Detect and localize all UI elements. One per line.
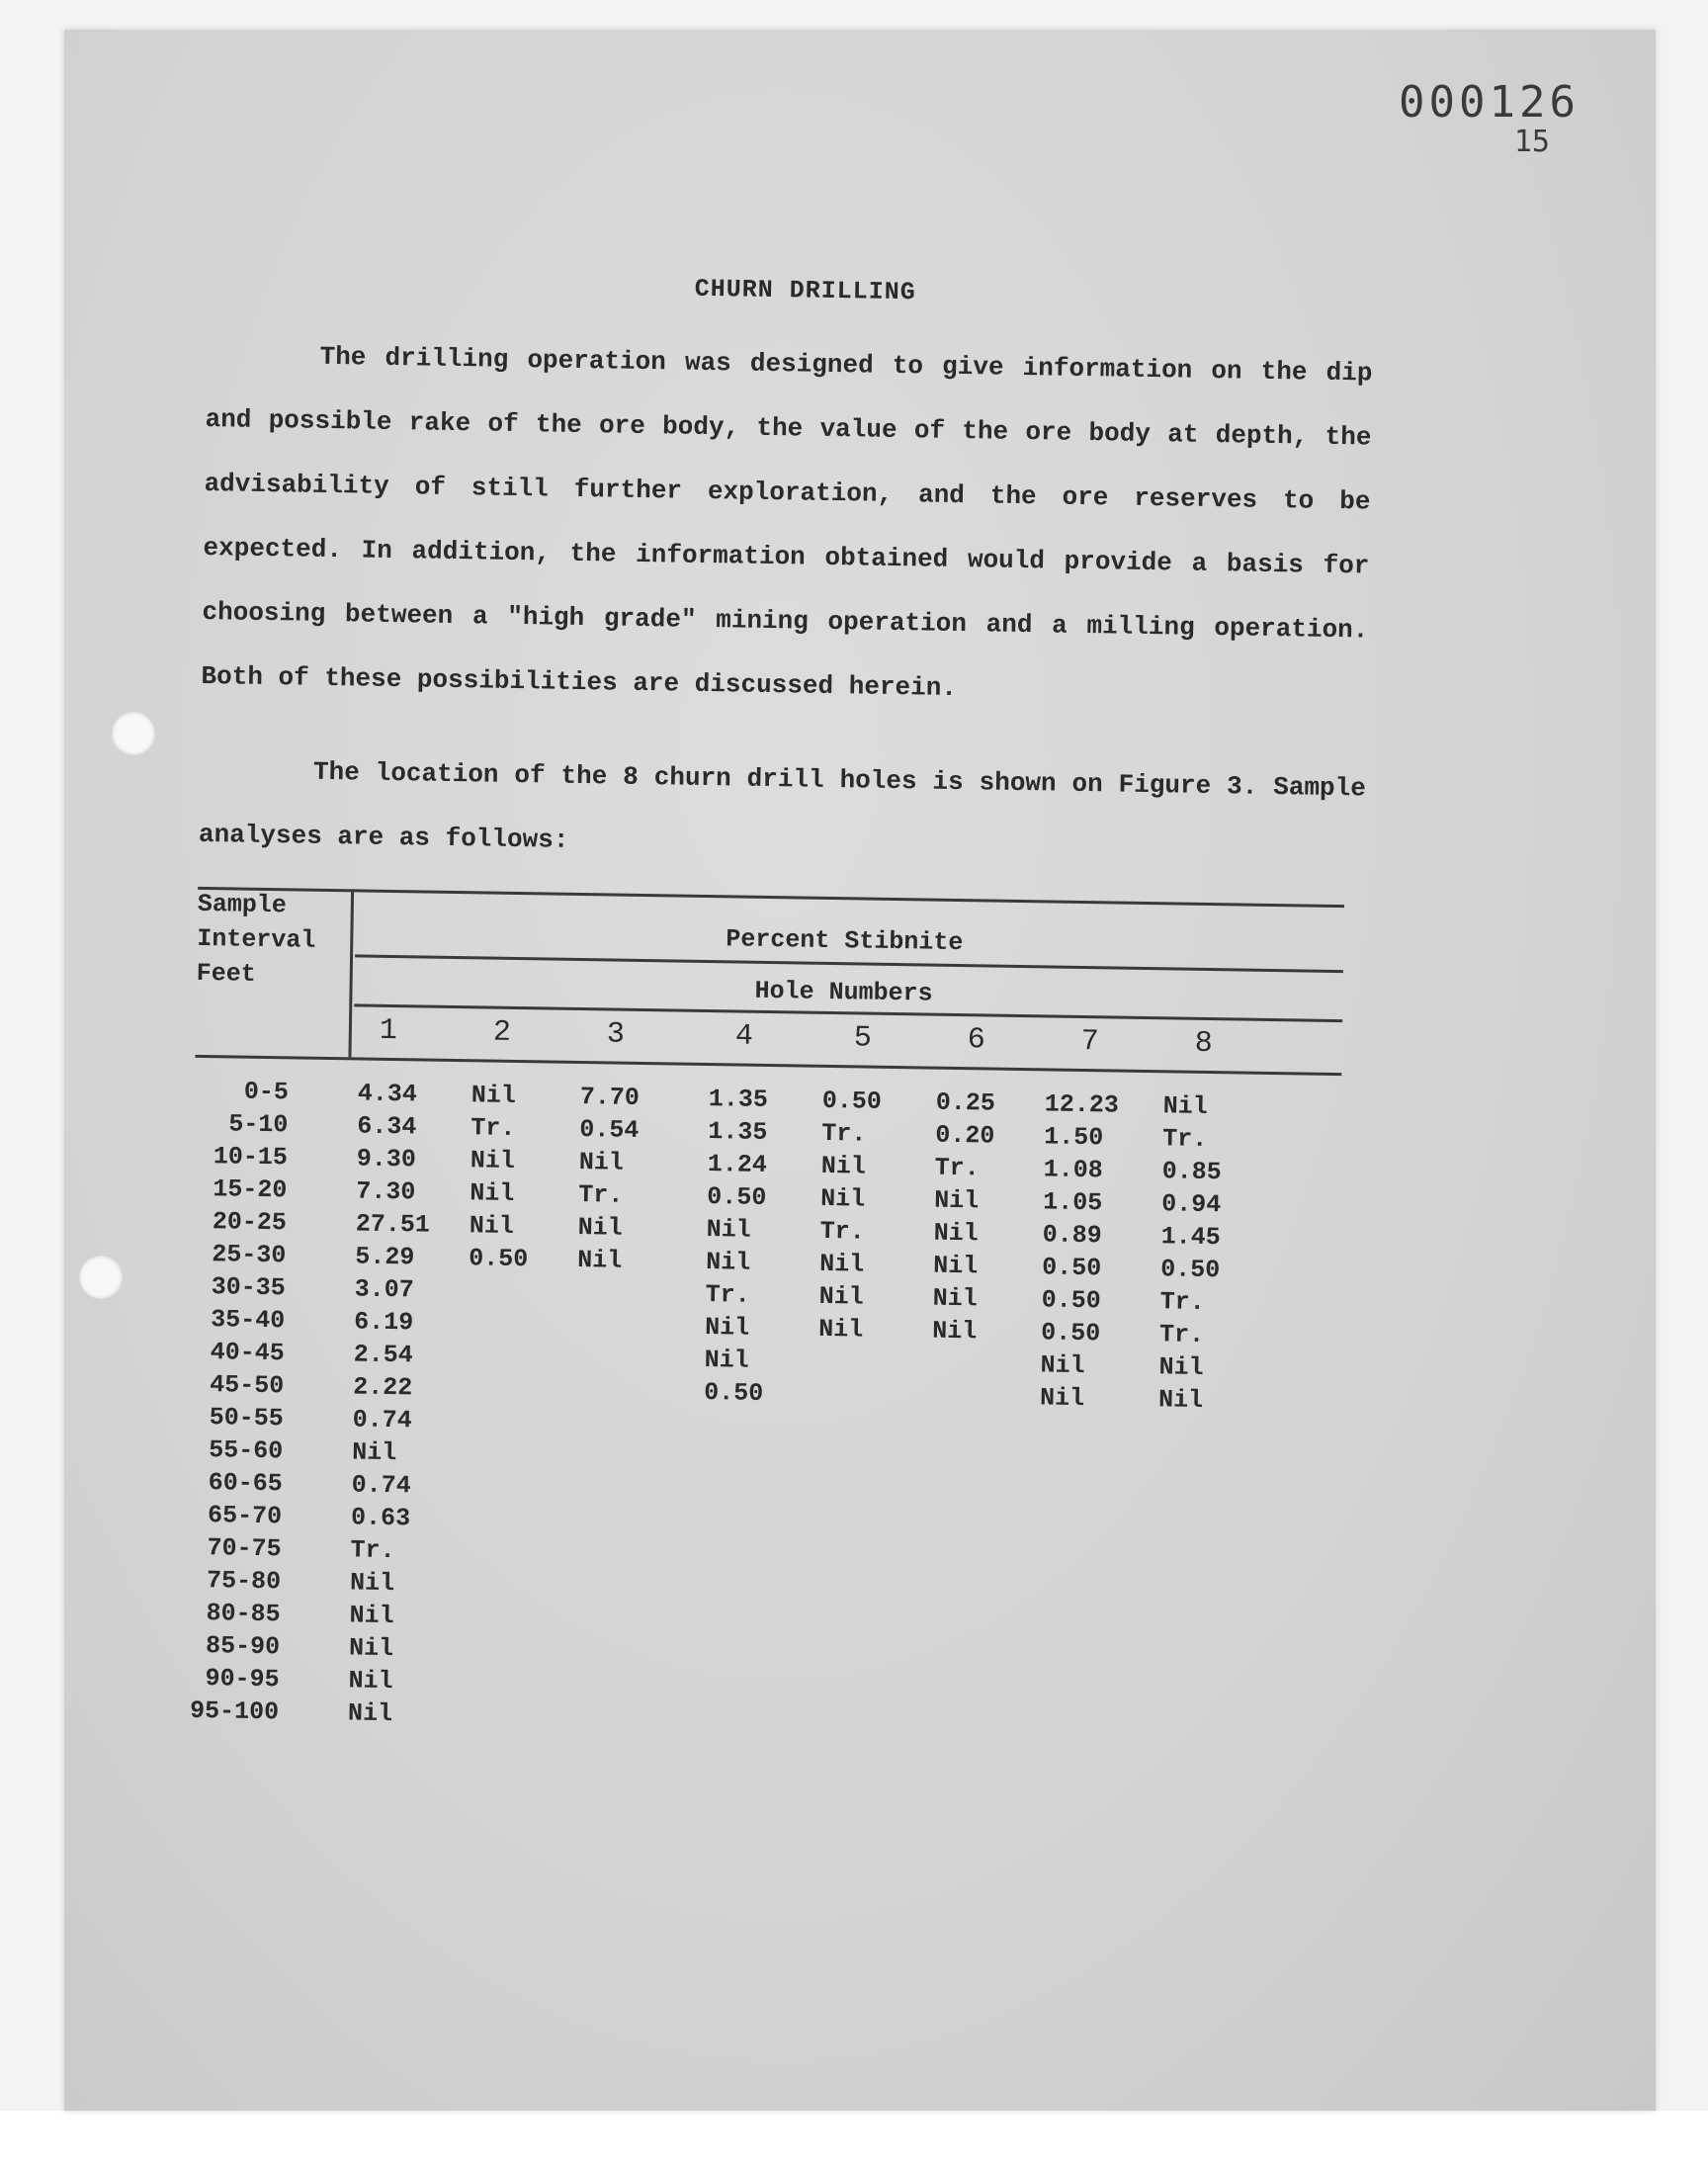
interval-cell: 35-40 xyxy=(211,1305,286,1336)
stibnite-value-cell: 1.50 xyxy=(1044,1122,1104,1153)
page-number: 15 xyxy=(1513,125,1550,159)
stibnite-value-cell: 1.08 xyxy=(1043,1155,1104,1185)
stibnite-value-cell: 7.70 xyxy=(579,1083,640,1112)
hole-4-column xyxy=(704,1083,768,1410)
stibnite-value-cell: 0.50 xyxy=(469,1244,529,1274)
stibnite-value-cell: 4.34 xyxy=(357,1079,418,1109)
stibnite-value-cell: Nil xyxy=(932,1251,979,1281)
hole-number-6: 6 xyxy=(967,1023,986,1058)
stibnite-value-cell: Nil xyxy=(578,1148,625,1177)
stibnite-value-cell: Nil xyxy=(706,1215,752,1245)
stibnite-value-cell: Nil xyxy=(704,1346,749,1375)
page-title: CHURN DRILLING xyxy=(694,274,916,307)
punch-hole-lower xyxy=(79,1256,123,1299)
stibnite-value-cell: Nil xyxy=(933,1218,979,1249)
stibnite-value-cell: 1.35 xyxy=(708,1117,768,1148)
stibnite-value-cell: Nil xyxy=(351,1437,397,1468)
hole-2-column xyxy=(469,1079,531,1275)
stibnite-value-cell: Tr. xyxy=(819,1216,865,1247)
stibnite-value-cell: Nil xyxy=(820,1151,867,1181)
column-header-sample-interval: Sample Interval Feet xyxy=(196,889,316,989)
stibnite-value-cell: Nil xyxy=(931,1316,978,1347)
sample-analysis-table xyxy=(184,887,1344,1775)
stibnite-value-cell: 0.85 xyxy=(1161,1157,1222,1187)
stibnite-value-cell: Tr. xyxy=(1159,1287,1205,1317)
stibnite-value-cell: 6.19 xyxy=(354,1307,414,1338)
punch-hole-upper xyxy=(112,712,155,755)
hole-1-column xyxy=(348,1077,432,1730)
stibnite-value-cell: 0.74 xyxy=(352,1405,412,1436)
hole-7-column xyxy=(1040,1088,1119,1415)
stibnite-value-cell: 0.74 xyxy=(351,1470,411,1501)
stibnite-value-cell: 6.34 xyxy=(357,1111,417,1142)
stibnite-value-cell: 1.35 xyxy=(708,1085,769,1115)
stibnite-value-cell: Nil xyxy=(349,1568,395,1599)
stibnite-value-cell: Nil xyxy=(349,1601,394,1631)
stibnite-value-cell: Nil xyxy=(469,1211,515,1241)
stibnite-value-cell: Nil xyxy=(577,1213,624,1243)
stibnite-value-cell: Nil xyxy=(1039,1383,1085,1414)
stibnite-value-cell: 0.89 xyxy=(1042,1220,1102,1251)
interval-cell: 50-55 xyxy=(209,1403,284,1434)
stibnite-value-cell: 0.50 xyxy=(707,1182,767,1212)
hole-3-column xyxy=(577,1081,640,1277)
interval-cell: 30-35 xyxy=(211,1272,287,1303)
hole-8-column xyxy=(1158,1089,1223,1417)
stibnite-value-cell: 0.50 xyxy=(1041,1285,1101,1316)
document-stamp-number: 000126 xyxy=(1399,77,1580,128)
stibnite-value-cell: Nil xyxy=(470,1146,516,1175)
stibnite-value-cell: 5.29 xyxy=(355,1242,415,1272)
interval-cell: 85-90 xyxy=(205,1631,281,1662)
intro-paragraph-text: The drilling operation was designed to give information on the dip and possible rake of the ore body, the value of the ore body at depth, the advisability of still further exploration, and the ore reserves to be expected. In addition, the information obtained would provide a basis for choosing between a "high grade" mining operation and a milling operation. Both of these possibilities are discussed herein. xyxy=(201,341,1373,703)
interval-cell: 90-95 xyxy=(205,1664,280,1695)
stibnite-value-cell: Tr. xyxy=(470,1113,516,1143)
interval-cell: 60-65 xyxy=(208,1468,283,1499)
stibnite-value-cell: Nil xyxy=(1157,1385,1204,1415)
interval-cell: 40-45 xyxy=(210,1338,285,1368)
stibnite-value-cell: 0.94 xyxy=(1161,1189,1222,1220)
intro-paragraph xyxy=(201,323,1373,727)
stibnite-value-cell: Nil xyxy=(932,1283,978,1314)
stibnite-value-cell: Nil xyxy=(819,1249,865,1279)
interval-cell: 45-50 xyxy=(209,1370,285,1401)
stibnite-value-cell: 3.07 xyxy=(354,1274,415,1305)
interval-cell: 75-80 xyxy=(206,1566,282,1597)
hole-number-1: 1 xyxy=(379,1013,398,1049)
stibnite-value-cell: 0.20 xyxy=(935,1120,995,1151)
stibnite-value-cell: Nil xyxy=(577,1246,623,1275)
stibnite-value-cell: Tr. xyxy=(1162,1124,1208,1154)
interval-cell: 20-25 xyxy=(212,1207,288,1238)
stibnite-value-cell: Tr. xyxy=(934,1153,981,1183)
stibnite-value-cell: 0.54 xyxy=(579,1115,640,1145)
stibnite-value-cell: 0.50 xyxy=(1159,1255,1221,1285)
stibnite-value-cell: Tr. xyxy=(578,1180,624,1210)
stibnite-value-cell: 1.05 xyxy=(1043,1187,1103,1218)
stibnite-value-cell: 27.51 xyxy=(355,1209,431,1240)
interval-cell: 95-100 xyxy=(189,1696,280,1727)
hole-number-2: 2 xyxy=(492,1015,512,1050)
stibnite-value-cell: 0.50 xyxy=(1041,1253,1102,1283)
stibnite-value-cell: Nil xyxy=(1158,1352,1204,1382)
header-hole-numbers: Hole Numbers xyxy=(754,976,933,1008)
interval-cell: 25-30 xyxy=(212,1240,287,1270)
stibnite-value-cell: Nil xyxy=(470,1178,515,1208)
interval-cell: 80-85 xyxy=(206,1599,281,1629)
header-percent-stibnite: Percent Stibnite xyxy=(726,924,964,958)
interval-cell: 0-5 xyxy=(243,1077,290,1107)
stibnite-value-cell: Nil xyxy=(1040,1350,1085,1381)
interval-cell: 5-10 xyxy=(228,1109,289,1140)
stibnite-value-cell: Nil xyxy=(348,1666,393,1696)
stibnite-value-cell: 0.50 xyxy=(703,1378,764,1408)
stibnite-value-cell: 2.22 xyxy=(352,1372,413,1403)
stibnite-value-cell: 12.23 xyxy=(1044,1089,1120,1120)
location-paragraph xyxy=(198,739,1366,886)
hole-number-5: 5 xyxy=(853,1021,873,1056)
stibnite-value-cell: 9.30 xyxy=(356,1144,417,1174)
hole-5-column xyxy=(818,1085,882,1347)
stibnite-value-cell: Tr. xyxy=(1158,1320,1205,1349)
stibnite-value-cell: Tr. xyxy=(821,1118,867,1149)
stibnite-value-cell: Nil xyxy=(348,1633,394,1664)
interval-cell: 55-60 xyxy=(208,1436,284,1466)
stibnite-value-cell: 0.63 xyxy=(350,1503,411,1533)
stibnite-value-cell: 2.54 xyxy=(353,1340,413,1370)
stibnite-value-cell: Nil xyxy=(1162,1091,1209,1121)
stibnite-value-cell: Nil xyxy=(706,1248,751,1277)
interval-cell: 15-20 xyxy=(213,1174,288,1205)
interval-cell: 65-70 xyxy=(207,1501,283,1531)
interval-cell: 70-75 xyxy=(207,1533,282,1564)
hole-number-8: 8 xyxy=(1194,1026,1214,1062)
stibnite-value-cell: 0.50 xyxy=(821,1086,883,1116)
location-paragraph-text: The location of the 8 churn drill holes is shown on Figure 3. Sample analyses are as follows: xyxy=(198,756,1367,855)
stibnite-value-cell: Nil xyxy=(704,1313,750,1343)
stibnite-value-cell: Nil xyxy=(817,1314,864,1345)
stibnite-value-cell: Tr. xyxy=(705,1280,750,1310)
stibnite-value-cell: Nil xyxy=(347,1698,393,1729)
stibnite-value-cell: Nil xyxy=(470,1081,517,1111)
stibnite-value-cell: Nil xyxy=(818,1281,864,1312)
stibnite-value-cell: 0.50 xyxy=(1040,1318,1101,1348)
interval-column xyxy=(185,1075,289,1728)
table-top-rule xyxy=(198,887,1344,908)
stibnite-value-cell: Nil xyxy=(934,1185,980,1216)
stibnite-value-cell: 1.24 xyxy=(707,1150,768,1179)
hole-number-3: 3 xyxy=(606,1017,626,1052)
hole-number-4: 4 xyxy=(734,1019,754,1054)
stibnite-value-cell: Tr. xyxy=(350,1535,395,1566)
document-body xyxy=(184,267,1374,1775)
stibnite-value-cell: 0.25 xyxy=(935,1088,996,1118)
hole-number-7: 7 xyxy=(1080,1024,1100,1060)
interval-cell: 10-15 xyxy=(213,1142,289,1173)
stibnite-value-cell: 7.30 xyxy=(356,1176,416,1207)
stibnite-value-cell: Nil xyxy=(820,1183,866,1214)
stibnite-value-cell: 1.45 xyxy=(1160,1222,1221,1253)
hole-6-column xyxy=(932,1087,995,1348)
